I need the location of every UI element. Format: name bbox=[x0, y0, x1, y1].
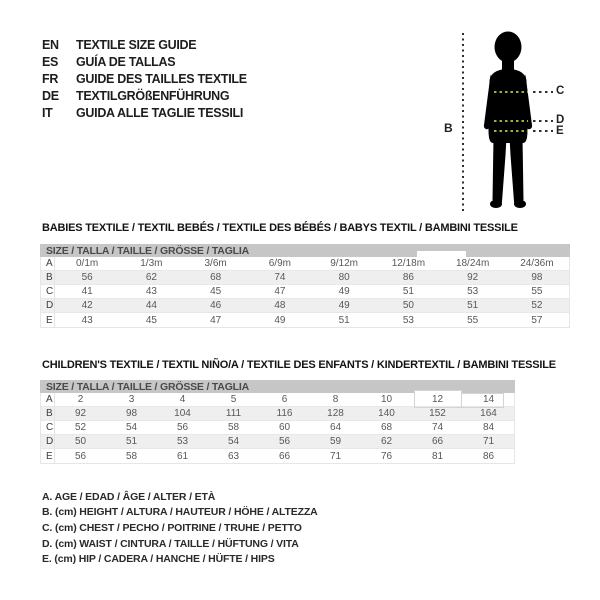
language-row bbox=[42, 87, 247, 104]
size-cell: 43 bbox=[81, 314, 93, 326]
language-label: GUIDA ALLE TAGLIE TESSILI bbox=[76, 105, 244, 120]
legend-line-chest: C. (cm) CHEST / PECHO / POITRINE / TRUHE / PETTO bbox=[42, 521, 302, 534]
size-cell: 64 bbox=[329, 422, 342, 433]
language-code: IT bbox=[42, 105, 53, 120]
size-cell: 86 bbox=[402, 272, 414, 283]
size-cell: 58 bbox=[125, 450, 138, 462]
size-cell: 152 bbox=[429, 408, 446, 419]
hip-measure-line bbox=[494, 130, 528, 132]
language-code: EN bbox=[42, 38, 59, 53]
size-cell: 54 bbox=[227, 436, 240, 447]
size-cell: 0/1m bbox=[76, 258, 99, 269]
table-row-waist bbox=[41, 299, 569, 313]
size-cell: 71 bbox=[329, 450, 342, 462]
scan-artifact-box bbox=[461, 393, 504, 408]
size-cell: 53 bbox=[402, 314, 414, 326]
size-cell: 52 bbox=[531, 300, 543, 311]
chest-measure-line-lead bbox=[533, 91, 553, 93]
size-cell: 12 bbox=[431, 394, 444, 405]
table-row-hip bbox=[41, 313, 569, 327]
table-row-height bbox=[41, 271, 569, 285]
size-cell: 62 bbox=[145, 272, 157, 283]
size-cell: 164 bbox=[480, 408, 497, 419]
babies-section-title: BABIES TEXTILE / TEXTIL BEBÉS / TEXTILE DES BÉBÉS / BABYS TEXTIL / BAMBINI TESSILE bbox=[42, 222, 518, 234]
size-header-row: SIZE / TALLA / TAILLE / GRÖSSE / TAGLIA bbox=[40, 244, 570, 257]
size-cell: 49 bbox=[274, 314, 286, 326]
legend-line-height: B. (cm) HEIGHT / ALTURA / HAUTEUR / HÖHE / ALTEZZA bbox=[42, 506, 318, 519]
size-cell: 8 bbox=[332, 394, 339, 405]
row-label: B bbox=[41, 271, 55, 284]
label-hip-e: E bbox=[556, 124, 564, 137]
size-cell: 2 bbox=[77, 394, 84, 405]
size-cell: 61 bbox=[176, 450, 189, 462]
size-cell: 81 bbox=[431, 450, 444, 462]
size-cell: 58 bbox=[227, 422, 240, 433]
size-cell: 86 bbox=[482, 450, 495, 462]
size-cell: 53 bbox=[176, 436, 189, 447]
size-cell: 98 bbox=[125, 408, 138, 419]
size-cell: 6 bbox=[281, 394, 288, 405]
table-row-hip bbox=[41, 449, 514, 463]
size-cell: 49 bbox=[338, 300, 350, 311]
language-label: GUIDE DES TAILLES TEXTILE bbox=[76, 71, 247, 86]
scan-artifact bbox=[417, 251, 466, 258]
language-row bbox=[42, 104, 247, 121]
chest-measure-line bbox=[494, 91, 528, 93]
size-cell: 53 bbox=[467, 286, 479, 297]
size-cell: 49 bbox=[338, 286, 350, 297]
measurement-legend bbox=[42, 489, 318, 567]
label-height-b: B bbox=[444, 121, 453, 135]
size-cell: 62 bbox=[380, 436, 393, 447]
legend-line-hip: E. (cm) HIP / CADERA / HANCHE / HÜFTE / HIPS bbox=[42, 553, 275, 566]
size-cell: 51 bbox=[338, 314, 350, 326]
waist-measure-line-lead bbox=[533, 120, 553, 122]
children-section-title: CHILDREN'S TEXTILE / TEXTIL NIÑO/A / TEXTILE DES ENFANTS / KINDERTEXTIL / BAMBINI TESSILE bbox=[42, 359, 556, 371]
language-label: TEXTILE SIZE GUIDE bbox=[76, 38, 197, 53]
size-cell: 10 bbox=[380, 394, 393, 405]
size-cell: 57 bbox=[531, 314, 543, 326]
size-cell: 92 bbox=[467, 272, 479, 283]
size-cell: 104 bbox=[174, 408, 191, 419]
size-cell: 74 bbox=[431, 422, 444, 433]
size-cell: 50 bbox=[74, 436, 87, 447]
size-cell: 92 bbox=[74, 408, 87, 419]
row-label: B bbox=[41, 407, 55, 420]
size-cell: 54 bbox=[125, 422, 138, 433]
size-cell: 42 bbox=[81, 300, 93, 311]
language-code: ES bbox=[42, 55, 59, 70]
size-cell: 111 bbox=[225, 408, 242, 419]
size-cell: 84 bbox=[482, 422, 495, 433]
size-cell: 71 bbox=[482, 436, 495, 447]
size-cell: 14 bbox=[482, 394, 495, 405]
language-list bbox=[42, 37, 247, 121]
row-label: D bbox=[41, 299, 55, 312]
size-cell: 41 bbox=[81, 286, 93, 297]
table-row-waist bbox=[41, 435, 514, 449]
label-chest-c: C bbox=[556, 85, 565, 97]
size-cell: 55 bbox=[467, 314, 479, 326]
height-measure-line bbox=[462, 33, 464, 213]
size-cell: 52 bbox=[74, 422, 87, 433]
size-cell: 43 bbox=[145, 286, 157, 297]
size-cell: 56 bbox=[176, 422, 189, 433]
size-cell: 63 bbox=[227, 450, 240, 462]
size-cell: 51 bbox=[467, 300, 479, 311]
size-cell: 47 bbox=[210, 314, 222, 326]
size-cell: 45 bbox=[145, 314, 157, 326]
row-label: C bbox=[41, 421, 55, 434]
row-label: E bbox=[41, 313, 55, 327]
size-cell: 56 bbox=[278, 436, 291, 447]
size-cell: 68 bbox=[210, 272, 222, 283]
size-cell: 60 bbox=[278, 422, 291, 433]
size-cell: 66 bbox=[431, 436, 444, 447]
language-row bbox=[42, 37, 247, 54]
size-cell: 44 bbox=[145, 300, 157, 311]
size-cell: 5 bbox=[230, 394, 237, 405]
size-cell: 1/3m bbox=[140, 258, 163, 269]
size-cell: 3/6m bbox=[204, 258, 227, 269]
legend-line-age: A. AGE / EDAD / ÂGE / ALTER / ETÀ bbox=[42, 490, 216, 503]
size-cell: 24/36m bbox=[520, 258, 554, 269]
size-cell: 50 bbox=[402, 300, 414, 311]
row-label: A bbox=[41, 257, 55, 270]
legend-line-waist: D. (cm) WAIST / CINTURA / TAILLE / HÜFTUNG / VITA bbox=[42, 537, 299, 550]
table-row-chest bbox=[41, 421, 514, 435]
size-cell: 4 bbox=[179, 394, 186, 405]
size-cell: 76 bbox=[380, 450, 393, 462]
babies-size-table bbox=[40, 244, 570, 328]
size-cell: 56 bbox=[81, 272, 93, 283]
size-cell: 46 bbox=[210, 300, 222, 311]
size-cell: 51 bbox=[402, 286, 414, 297]
language-row bbox=[42, 71, 247, 88]
table-row-chest bbox=[41, 285, 569, 299]
size-cell: 80 bbox=[338, 272, 350, 283]
size-cell: 18/24m bbox=[455, 258, 490, 269]
size-cell: 140 bbox=[378, 408, 395, 419]
size-cell: 45 bbox=[210, 286, 222, 297]
language-label: GUÍA DE TALLAS bbox=[76, 55, 176, 70]
row-label: D bbox=[41, 435, 55, 448]
size-cell: 66 bbox=[278, 450, 291, 462]
size-cell: 47 bbox=[274, 286, 286, 297]
table-row-age bbox=[41, 257, 569, 271]
size-cell: 128 bbox=[327, 408, 344, 419]
size-cell: 3 bbox=[128, 394, 135, 405]
row-label: C bbox=[41, 285, 55, 298]
size-cell: 74 bbox=[274, 272, 286, 283]
language-label: TEXTILGRÖßENFÜHRUNG bbox=[76, 88, 230, 103]
language-code: DE bbox=[42, 88, 59, 103]
size-cell: 48 bbox=[274, 300, 286, 311]
language-row bbox=[42, 54, 247, 71]
size-cell: 68 bbox=[380, 422, 393, 433]
size-cell: 6/9m bbox=[268, 258, 291, 269]
row-label: A bbox=[41, 393, 55, 406]
size-cell: 51 bbox=[125, 436, 138, 447]
size-cell: 9/12m bbox=[330, 258, 359, 269]
hip-measure-line-lead bbox=[533, 130, 553, 132]
scan-artifact-box bbox=[414, 390, 462, 408]
size-figure bbox=[440, 15, 595, 225]
size-cell: 12/18m bbox=[391, 258, 426, 269]
size-cell: 55 bbox=[531, 286, 543, 297]
waist-measure-line bbox=[494, 120, 528, 122]
size-cell: 59 bbox=[329, 436, 342, 447]
label-waist-d: D bbox=[556, 114, 565, 126]
table-row-height bbox=[41, 407, 514, 421]
row-label: E bbox=[41, 449, 55, 463]
size-cell: 98 bbox=[531, 272, 543, 283]
size-cell: 56 bbox=[74, 450, 87, 462]
size-header-row: SIZE / TALLA / TAILLE / GRÖSSE / TAGLIA bbox=[40, 380, 515, 393]
size-cell: 116 bbox=[276, 408, 293, 419]
language-code: FR bbox=[42, 71, 59, 86]
